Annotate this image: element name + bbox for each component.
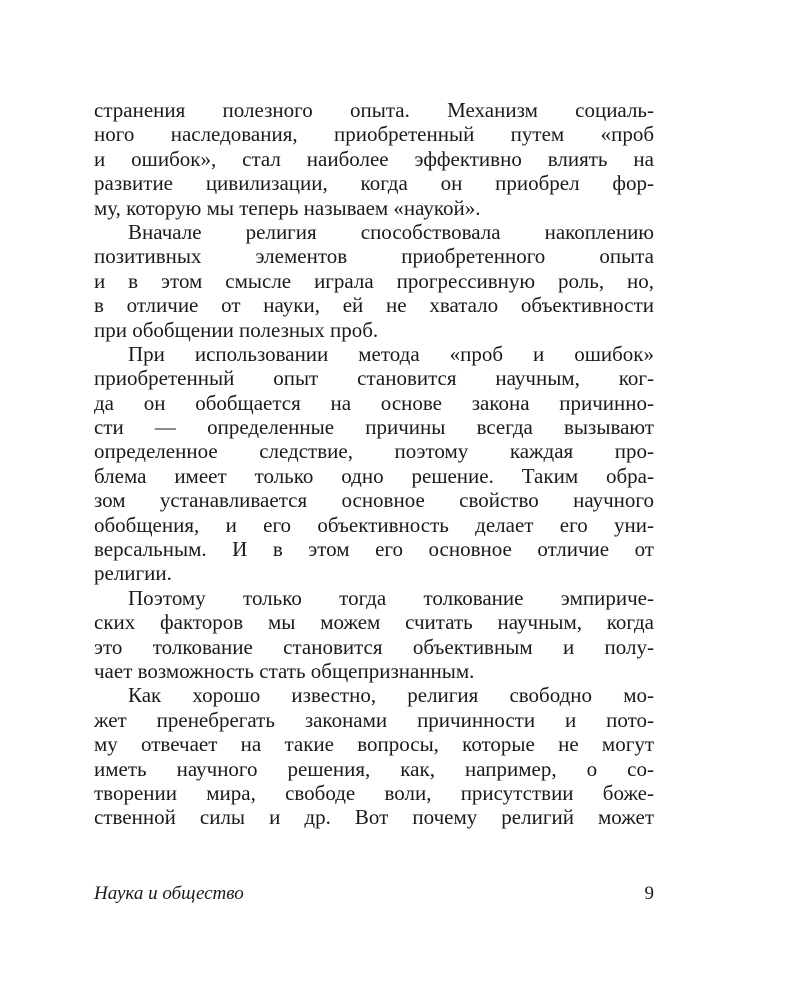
text-line: ственной силы и др. Вот почему религий может [94,805,654,830]
text-line: му отвечает на такие вопросы, которые не могут [94,732,654,757]
text-line: определенное следствие, поэтому каждая про- [94,439,654,464]
text-line: Вначале религия способствовала накоплению [128,219,654,244]
text-line: обобщения, и его объективность делает его уни- [94,512,654,537]
text-line: версальным. И в этом его основное отличие от [94,537,654,562]
body-text [94,98,654,830]
text-line: позитивных элементов приобретенного опыта [94,244,654,269]
text-line: чает возможность стать общепризнанным. [94,658,475,683]
text-line: при обобщении полезных проб. [94,317,379,342]
text-line: зом устанавливается основное свойство научного [94,488,654,513]
text-line: ских факторов мы можем считать научным, когда [94,610,654,635]
text-line: приобретенный опыт становится научным, ког- [94,366,654,391]
text-line: развитие цивилизации, когда он приобрел фор- [94,171,654,196]
text-line: это толкование становится объективным и полу- [94,634,654,659]
text-line: в отличие от науки, ей не хватало объективности [94,293,654,318]
text-line: религии. [94,561,172,586]
text-line: блема имеет только одно решение. Таким обра- [94,463,654,488]
page-number: 9 [644,883,654,904]
text-line: странения полезного опыта. Механизм социаль- [94,98,654,122]
text-line: му, которую мы теперь называем «наукой». [94,195,481,220]
text-line: Как хорошо известно, религия свободно мо- [128,683,654,708]
text-line: жет пренебрегать законами причинности и пото- [94,707,654,732]
text-line: ного наследования, приобретенный путем «проб [94,122,654,147]
text-line: Поэтому только тогда толкование эмпириче- [128,585,654,610]
text-line: творении мира, свободе воли, присутствии боже- [94,780,654,805]
text-line: При использовании метода «проб и ошибок» [128,341,654,366]
text-line: иметь научного решения, как, например, о со- [94,756,654,781]
text-line: и ошибок», стал наиболее эффективно влиять на [94,146,654,171]
text-line: и в этом смысле играла прогрессивную роль, но, [94,268,654,293]
text-line: да он обобщается на основе закона причинно- [94,390,654,415]
running-footer-title: Наука и общество [94,883,244,904]
text-line: сти — определенные причины всегда вызывают [94,415,654,440]
